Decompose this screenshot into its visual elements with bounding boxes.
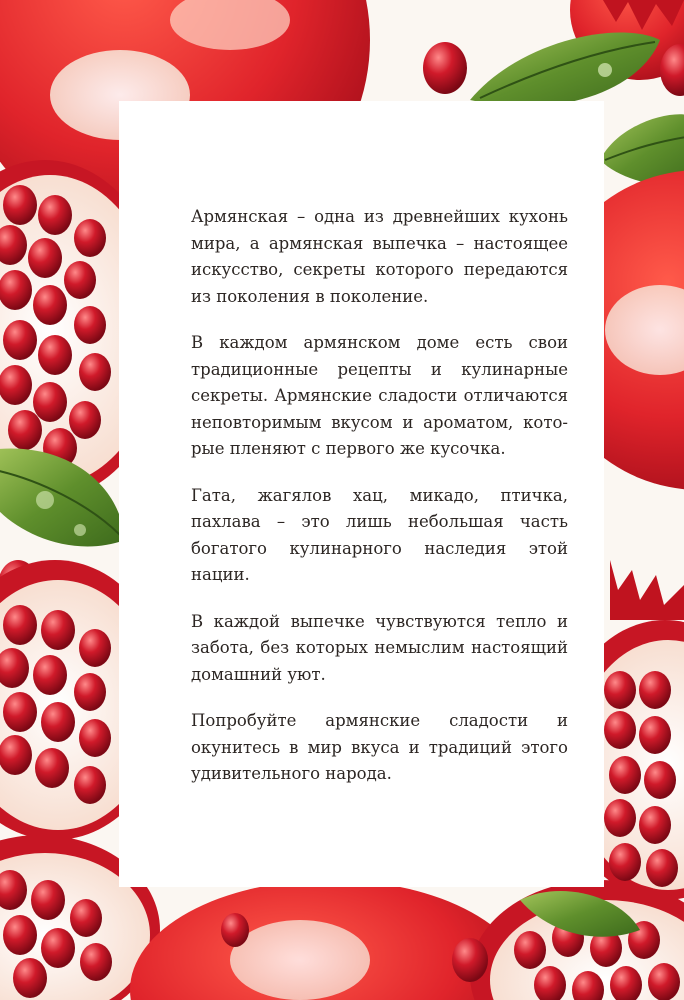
text-panel <box>119 101 604 887</box>
paragraph-warmth: В каждой выпечке чувствуются тепло и забота, без которых немыслим настоящий домашний уют. <box>191 611 568 684</box>
paragraph-invitation: Попробуйте армянские сладости и окунитесь в мир вкуса и традиций этого удивительного народа. <box>191 711 568 783</box>
paragraph-sweets-list: Гата, жагялов хац, микадо, птичка, пахлава – это лишь небольшая часть богатого кулинарного наследия этой нации. <box>191 485 568 584</box>
paragraph-armenian-cuisine: Армянская – одна из древнейших кухонь мира, а армянская выпечка – настоящее искусство, секреты которого передаются из поколения в поколение. <box>191 207 568 306</box>
leaf-top-right <box>470 33 660 107</box>
paragraph-family-recipes: В каждом армянском доме есть свои традиционные рецепты и кулинарные секреты. Армянские сладости отличаются неповторимым вкусом и ароматом, которые пленяют с первого же кусочка. <box>191 333 568 458</box>
